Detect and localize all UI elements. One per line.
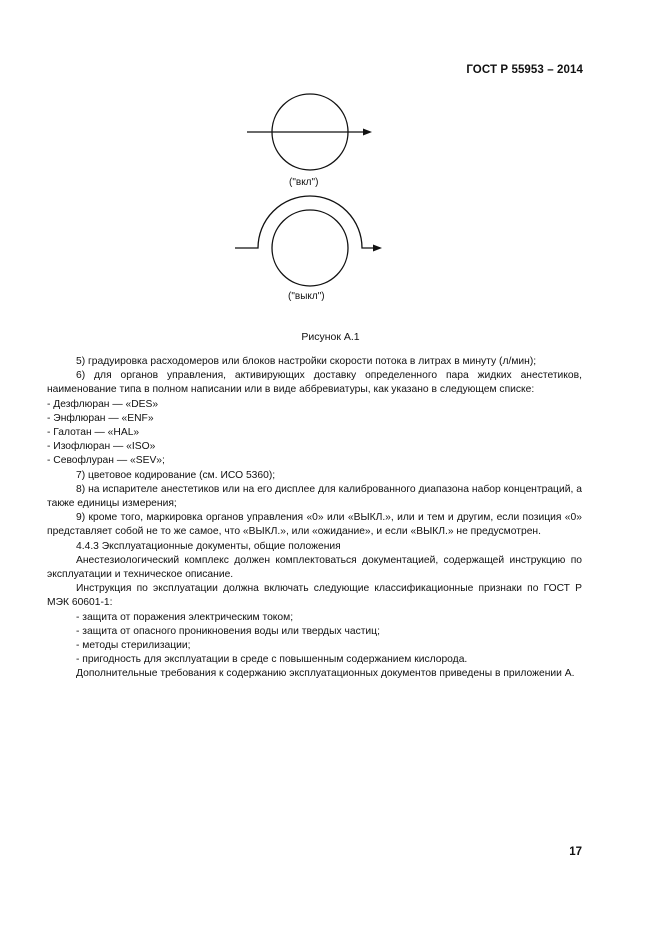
criteria-list-item: - защита от опасного проникновения воды или твердых частиц; [76, 625, 380, 637]
paragraph-additional: Дополнительные требования к содержанию эксплуатационных документов приведены в приложении А. [76, 668, 575, 680]
document-body [47, 355, 582, 682]
paragraph-5: 5) градуировка расходомеров или блоков настройки скорости потока в литрах в минуту (л/мин); [76, 356, 537, 367]
paragraph-6: 6) для органов управления, активирующих доставку определенного пара жидких анестетиков, наименование типа в полном написании или в виде аббревиатуры, как указано в следующем списке: [47, 370, 582, 396]
caption-on: ("вкл") [289, 177, 319, 188]
agent-list-item: - Энфлюран — «ENF» [47, 412, 154, 424]
agent-list-item: - Галотан — «HAL» [47, 427, 140, 439]
criteria-list-item: - защита от поражения электрическим током; [76, 611, 294, 623]
on-symbol [247, 94, 372, 170]
off-circle [272, 210, 348, 286]
agent-list-item: - Изофлюран — «ISO» [47, 441, 156, 453]
caption-off: ("выкл") [288, 291, 325, 302]
figure-a1-symbols [0, 0, 661, 320]
figure-title: Рисунок А.1 [301, 331, 360, 343]
on-arrow-head [363, 129, 372, 136]
paragraph-instructions: Инструкция по эксплуатации должна включать следующие классификационные признаки по ГОСТ Р МЭК 60601-1: [47, 583, 582, 609]
page-number: 17 [569, 846, 582, 858]
document-header: ГОСТ Р 55953 – 2014 [466, 64, 583, 76]
section-heading: 4.4.3 Эксплуатационные документы, общие положения [76, 540, 341, 552]
paragraph-9: 9) кроме того, маркировка органов управления «0» или «ВЫКЛ.», или и тем и другим, если позиция «0» представляет собой не то же самое, что «ВЫКЛ.», или «ожидание», и если «ВЫКЛ.» не предусмотрен. [47, 512, 582, 538]
paragraph-7: 7) цветовое кодирование (см. ИСО 5360); [76, 469, 276, 481]
off-symbol [235, 196, 382, 286]
paragraph-documentation: Анестезиологический комплекс должен комплектоваться документацией, содержащей инструкцию по эксплуатации и техническое описание. [47, 554, 582, 581]
off-arc-arrow [235, 196, 374, 248]
agent-list-item: - Дезфлюран — «DES» [47, 398, 159, 410]
criteria-list-item: - методы стерилизации; [76, 640, 191, 652]
off-arrow-head [373, 245, 382, 252]
agent-list-item: - Севофлуран — «SEV»; [47, 455, 165, 467]
paragraph-8: 8) на испарителе анестетиков или на его дисплее для калиброванного диапазона набор концентраций, а также единицы измерения; [47, 483, 582, 510]
criteria-list-item: - пригодность для эксплуатации в среде с повышенным содержанием кислорода. [76, 654, 468, 666]
